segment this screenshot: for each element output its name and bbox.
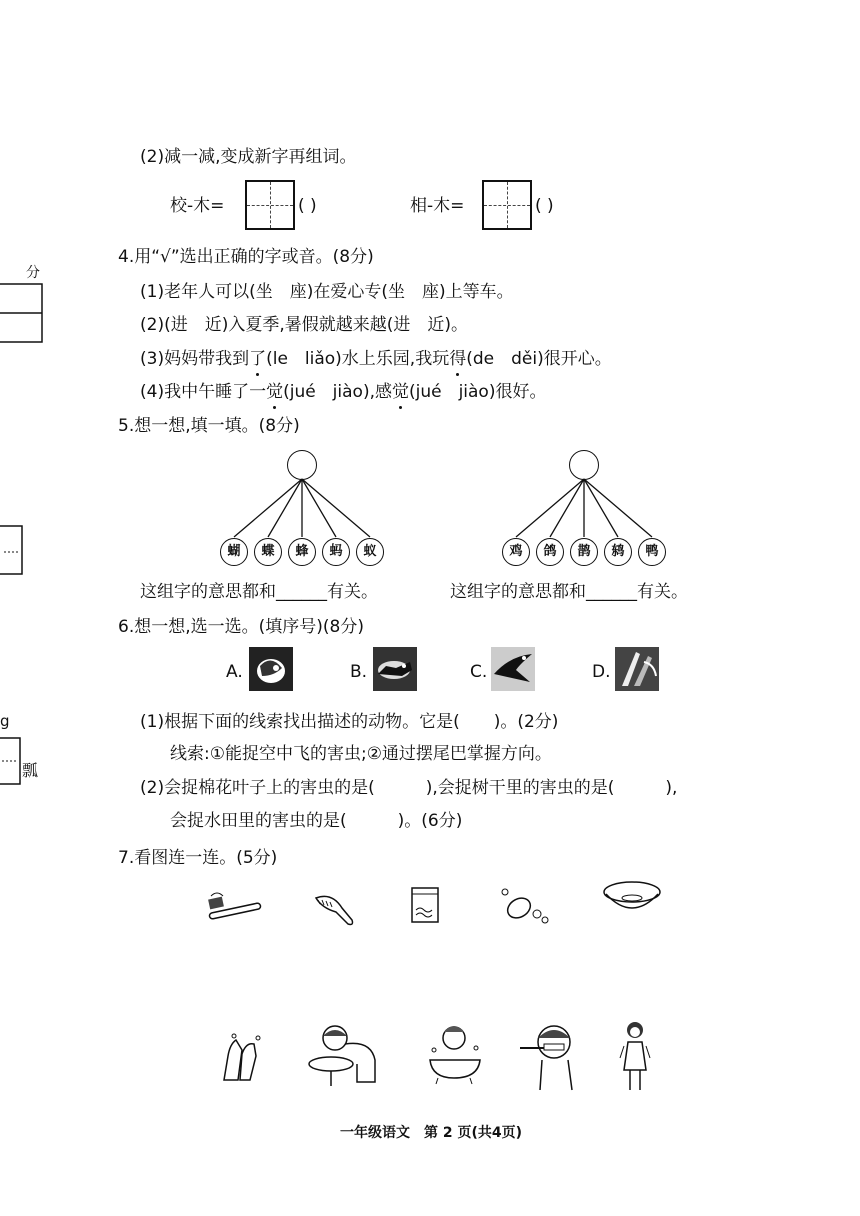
item4-part-c: (jué jiào)很好。 (408, 382, 547, 402)
section6-clue: 线索:①能捉空中飞的害虫;②通过摆尾巴掌握方向。 (170, 744, 552, 764)
tree-2-top-circle[interactable] (569, 450, 599, 480)
tree-2-char-3: 鹊 (570, 538, 598, 566)
comb-icon[interactable] (312, 890, 358, 930)
child-brushing-teeth-icon[interactable] (518, 1020, 582, 1092)
item4-part-a: (4)我中午睡了一 (140, 382, 267, 402)
tree-2-char-2: 鸽 (536, 538, 564, 566)
item3-part-b: (le liǎo)水上乐园,我玩 (266, 349, 450, 369)
option-d-label: D. (592, 662, 611, 682)
section7-title: 7.看图连一连。(5分) (118, 848, 278, 868)
option-b-animal-icon[interactable] (372, 646, 418, 692)
section4-item-4[interactable] (140, 380, 546, 404)
writing-box-2[interactable] (482, 180, 532, 230)
towel-icon[interactable] (408, 884, 444, 928)
option-a-animal-icon[interactable] (248, 646, 294, 692)
option-b-label: B. (350, 662, 368, 682)
section4-title: 4.用“√”选出正确的字或音。(8分) (118, 247, 374, 267)
equation-1-left: 校-木= (170, 196, 225, 216)
tree-1-char-1: 蝴 (220, 538, 248, 566)
option-c-label: C. (470, 662, 488, 682)
item4-dotted-char-1: 觉 (266, 382, 284, 402)
section6-question-2-line-1[interactable]: (2)会捉棉花叶子上的害虫的是( ),会捉树干里的害虫的是( ), (140, 778, 678, 798)
equation-2-left: 相-木= (410, 196, 465, 216)
child-washing-face-icon[interactable] (305, 1020, 385, 1090)
section4-item-3[interactable] (140, 347, 612, 371)
margin-box-2 (0, 522, 30, 582)
tree-2-char-4: 鸫 (604, 538, 632, 566)
margin-score-box (0, 280, 50, 350)
section3-part2-title: (2)减一减,变成新字再组词。 (140, 147, 357, 167)
equation-2-answer[interactable]: ( ) (535, 196, 554, 216)
tree-1-char-2: 蝶 (254, 538, 282, 566)
item3-part-a: (3)妈妈带我到 (140, 349, 250, 369)
equation-1-answer[interactable]: ( ) (298, 196, 317, 216)
section4-item-2[interactable]: (2)(进 近)入夏季,暑假就越来越(进 近)。 (140, 315, 469, 335)
item3-dotted-char-2: 得 (449, 349, 467, 369)
section5-title: 5.想一想,填一填。(8分) (118, 416, 300, 436)
item3-dotted-char-1: 了 (249, 349, 267, 369)
margin-score-label: 分 (26, 265, 40, 281)
child-bathing-icon[interactable] (426, 1020, 484, 1088)
section6-question-2-line-2[interactable]: 会捉水田里的害虫的是( )。(6分) (170, 811, 463, 831)
section6-title: 6.想一想,选一选。(填序号)(8分) (118, 617, 364, 637)
section4-item-1[interactable]: (1)老年人可以(坐 座)在爱心专(坐 座)上等车。 (140, 282, 514, 302)
girl-icon[interactable] (618, 1018, 652, 1098)
soap-bubbles-icon[interactable] (497, 884, 553, 926)
option-d-animal-icon[interactable] (614, 646, 660, 692)
margin-g-letter: g (0, 712, 10, 730)
page-footer: 一年级语文 第 2 页(共4页) (340, 1125, 523, 1141)
toothbrush-toothpaste-icon[interactable] (205, 890, 265, 924)
tree-2-char-1: 鸡 (502, 538, 530, 566)
item4-dotted-char-2: 觉 (391, 382, 409, 402)
tree-2-char-5: 鸭 (638, 538, 666, 566)
option-a-label: A. (226, 662, 243, 682)
section5-fill-1[interactable]: 这组字的意思都和______有关。 (140, 582, 378, 602)
writing-box-1[interactable] (245, 180, 295, 230)
margin-piao-char: 瓢 (22, 761, 39, 780)
item4-part-b: (jué jiào),感 (283, 382, 392, 402)
item3-part-c: (de děi)很开心。 (466, 349, 612, 369)
option-c-animal-icon[interactable] (490, 646, 536, 692)
washbasin-icon[interactable] (600, 878, 664, 918)
tree-1-char-4: 蚂 (322, 538, 350, 566)
washing-hands-icon[interactable] (214, 1030, 266, 1086)
tree-1-top-circle[interactable] (287, 450, 317, 480)
tree-1-char-5: 蚁 (356, 538, 384, 566)
section6-question-1[interactable]: (1)根据下面的线索找出描述的动物。它是( )。(2分) (140, 712, 559, 732)
section5-fill-2[interactable]: 这组字的意思都和______有关。 (450, 582, 688, 602)
tree-1-char-3: 蜂 (288, 538, 316, 566)
